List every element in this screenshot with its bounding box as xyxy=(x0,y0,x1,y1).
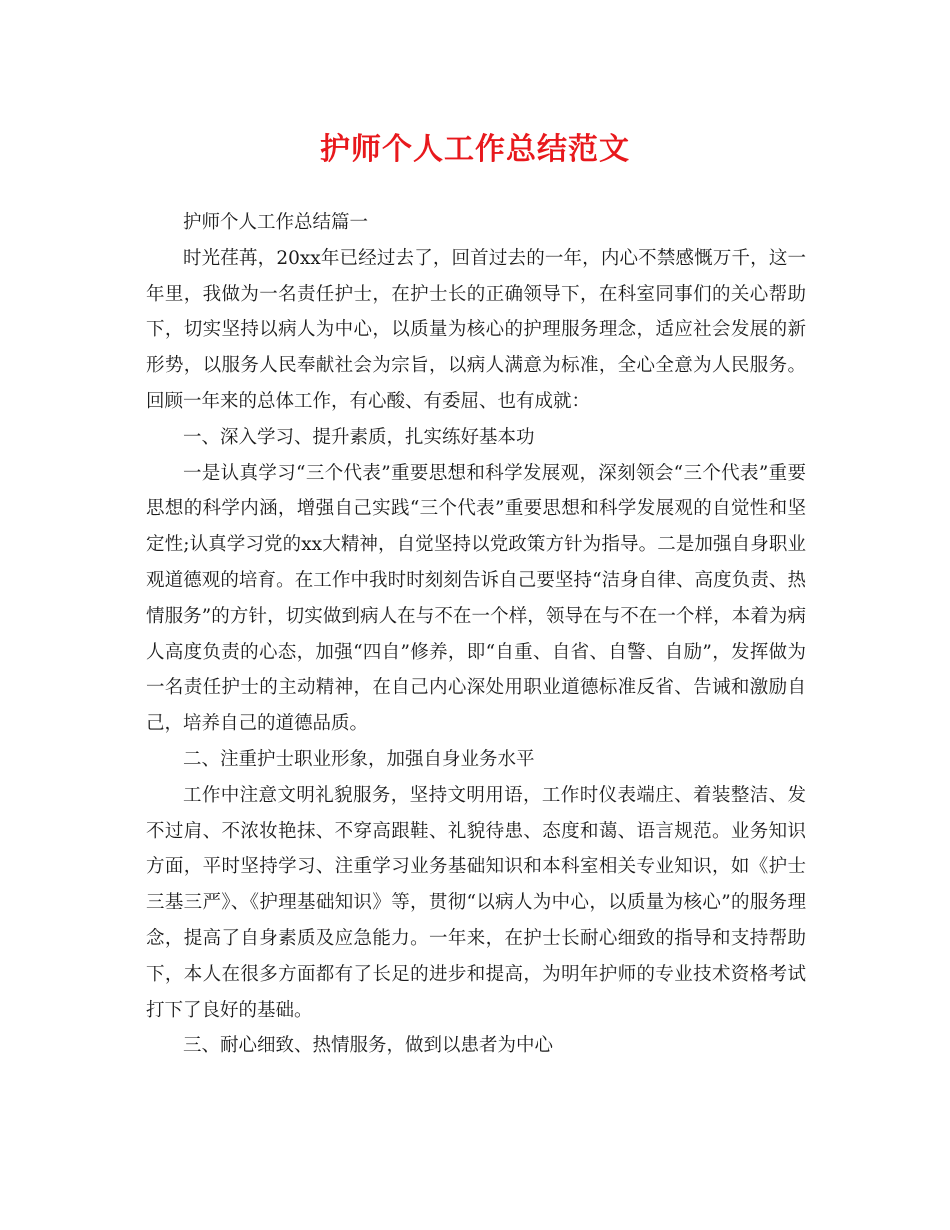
section-heading-intro: 护师个人工作总结篇一 xyxy=(183,212,369,233)
document-title: 护师个人工作总结范文 xyxy=(320,132,630,167)
section-heading-2: 二、注重护士职业形象，加强自身业务水平 xyxy=(183,748,535,770)
section-heading-1: 一、深入学习、提升素质，扎实练好基本功 xyxy=(183,426,535,448)
paragraph-study: 一是认真学习“三个代表”重要思想和科学发展观，深刻领会“三个代表”重要思想的科学内涵，增强自己实践“三个代表”重要思想和科学发展观的自觉性和坚定性;认真学习党的xx大精神，自觉坚持以党政策方针为指导。二是加强自身职业观道德观的培育。在工作中我时时刻刻告诉自己要坚持“洁身自律、高度负责、热情服务”的方针，切实做到病人在与不在一个样，领导在与不在一个样，本着为病人高度负责的心态，加强“四自”修养，即“自重、自省、自警、自励”，发挥做为一名责任护士的主动精神，在自己内心深处用职业道德标准反省、告诫和激励自己，培养自己的道德品质。 xyxy=(146,462,806,735)
document-body xyxy=(146,205,806,1064)
paragraph-intro: 时光荏苒，20xx年已经过去了，回首过去的一年，内心不禁感慨万千，这一年里，我做为一名责任护士，在护士长的正确领导下，在科室同事们的关心帮助下，切实坚持以病人为中心，以质量为核心的护理服务理念，适应社会发展的新形势，以服务人民奉献社会为宗旨，以病人满意为标准，全心全意为人民服务。回顾一年来的总体工作，有心酸、有委屈、也有成就： xyxy=(146,247,806,412)
section-heading-3: 三、耐心细致、热情服务，做到以患者为中心 xyxy=(183,1035,554,1057)
paragraph-image: 工作中注意文明礼貌服务，坚持文明用语，工作时仪表端庄、着装整洁、发不过肩、不浓妆艳抹、不穿高跟鞋、礼貌待患、态度和蔼、语言规范。业务知识方面，平时坚持学习、注重学习业务基础知识和本科室相关专业知识，如《护士三基三严》、《护理基础知识》等，贯彻“以病人为中心，以质量为核心”的服务理念，提高了自身素质及应急能力。一年来，在护士长耐心细致的指导和支持帮助下，本人在很多方面都有了长足的进步和提高，为明年护师的专业技术资格考试打下了良好的基础。 xyxy=(146,784,806,1021)
